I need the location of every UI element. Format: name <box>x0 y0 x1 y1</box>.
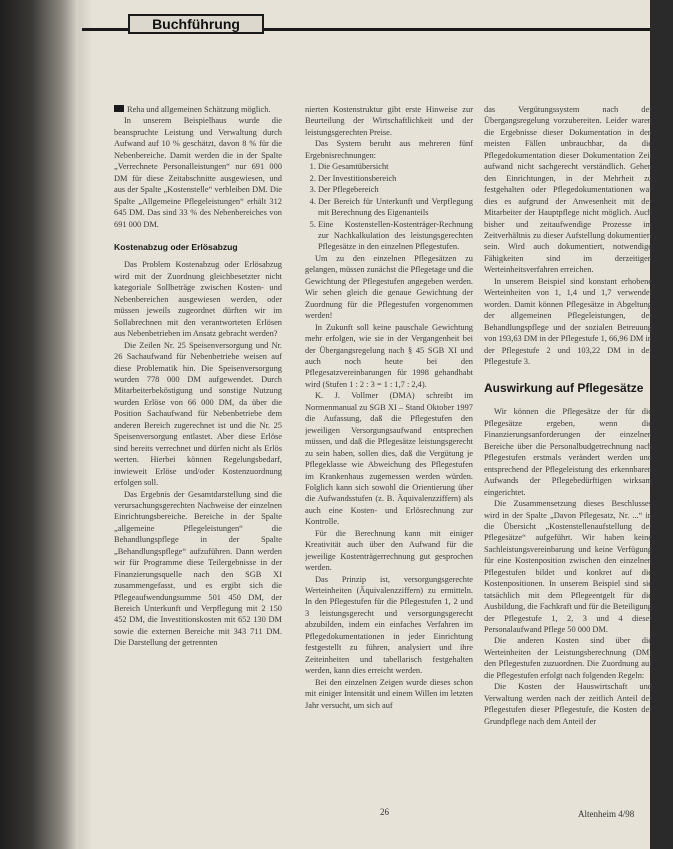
text-column-2 <box>305 104 473 744</box>
paragraph: In unserem Beispiel sind konstant erhobene Werteinheiten von 1, 1,4 und 1,7 verwendet worden. Damit können Pflegesätze in Abgeltung der allgemeinen Pflegeleistungen, der Behandlungspflege und der sozialen Betreuung von 193,63 DM in der Pflegestufe 1, 66,96 DM in der Pflegestufe 2 und 103,22 DM in der Pflegestufe 3. <box>484 276 652 366</box>
paragraph: Bei den einzelnen Zeigen wurde dieses schon mit einiger Intensität und einem Willen im letzten Jahr versucht, um sich auf <box>305 677 473 710</box>
paragraph: Das Ergebnis der Gesamtdarstellung sind die verursachungsgerechten Nachweise der einzelnen Einrichtungsbereiche. Bereiche in der Spalte „allgemeine Pflegeleistungen“ die Behandlungspflege in der Spalte „Behandlungspflege“ aufzuführen. Dann werden wir für Programme diese Teilergebnisse in der Finanzierungsquelle nach den SGB XI zusammengefasst, und es ergibt sich die Pflegeaufwendungsumme 501 450 DM, der Bereich Unterkunft und Verpflegung mit 2 150 452 DM, die Investitionskosten mit 652 130 DM sowie die externen Bereiche mit 343 711 DM. Die Darstellung der getrennten <box>114 489 282 648</box>
paragraph <box>114 104 282 115</box>
page-number: 26 <box>380 807 389 817</box>
section-title: Buchführung <box>152 16 240 32</box>
numbered-list <box>305 161 473 253</box>
paragraph: nierten Kostenstruktur gibt erste Hinweise zur Beurteilung der Wirtschaftlichkeit und der leistungsgerechten Preise. <box>305 105 473 137</box>
paragraph: Die anderen Kosten sind über die Werteinheiten der Leistungsberechnung (DM) den Pflegestufen zuzuordnen. Die Zuordnung auf die Pflegestufen erfolgt nach folgenden Regeln: <box>484 636 652 680</box>
section-heading-auswirkung: Auswirkung auf Pflegesätze <box>484 381 644 396</box>
paragraph: Das Prinzip ist, versorgungsgerechte Werteinheiten (Äquivalenzziffern) zu ermitteln. In den Pflegestufen für die Pflegestufen 1, 2 und 3 leistungsgerecht und versorgungsgerecht abzubilden, indem ein einfaches Verfahren im Pflegedokumentationen in jeder Einrichtung festgestellt zu führen, analysiert und ihre Zeiteinheiten und tabellarisch festgehalten werden, kann dies erreicht werden. <box>305 574 473 676</box>
header-label-box <box>128 14 264 34</box>
list-item: 1. Die Gesamtübersicht <box>318 161 473 172</box>
journal-issue: Altenheim 4/98 <box>578 809 635 819</box>
book-binding <box>0 0 78 849</box>
list-item: 5. Eine Kostenstellen-Kostenträger-Rechnung zur Nachkalkulation des leistungsgerechten Pflegesätze in den einzelnen Pflegestufen. <box>318 219 473 253</box>
sub-heading-kostenabzug: Kostenabzug oder Erlösabzug <box>114 241 238 252</box>
list-item: 2. Der Investitionsbereich <box>318 173 473 184</box>
paragraph: Wir können die Pflegesätze der für die Pflegesätze ergeben, wenn die Finanzierungsanforderungen der einzelnen Bereiche über die Personalbudgetrechnung nach Pflegestufen erstmals verändert werden und entsprechend der Pflegeleistung des erkennbaren Aufwands der Pflegebedürftigen wirksam eingerichtet. <box>484 407 652 497</box>
paragraph: Die Zusammensetzung dieses Beschlusses wird in der Spalte „Davon Pflegesatz, Nr. ...“ in die Übersicht „Kostenstellenaufstellung der Pflegesätze“ aufgeführt. Wir haben keine Sachleistungsvereinbarung und keine Verfügung für eine Kostenposition zwischen den einzelnen Pflegestufen bildet und konkret auf die Kostenpositionen. In unserem Beispiel sind sie tatsächlich mit dem Pflegeentgelt für die Ausbildung, die Fachkraft und für die Beteiligung der Pflegestufe 1, 2, 3 und 4 dieser Personalaufwand Pflege 50 000 DM. <box>484 499 652 635</box>
paragraph: Das Problem Kostenabzug oder Erlösabzug wird mit der Zuordnung gleichbesetzter nicht kategoriale Sollbeträge zwischen Kosten- und Nebenbereichen ausgewiesen werden, oder müssen jeweils zugeordnet dürften wir im Sollabrechnen mit den verantworteten Erlösen aus Nebenbetrieben im Ansatz gebracht werden? <box>114 260 282 339</box>
paragraph: In unserem Beispielhaus wurde die beanspruchte Leistung und Verwaltung durch Aufwand auf 10 % geschätzt, davon 8 % für die Nebenbereiche. Damit werden die in der Spalte „Verrechnete Personalleistungen“ nur 691 000 DM für diese Zeitabschnitte ausgewiesen, und aus der Spalte „Kostenstelle“ verbleiben DM. Die Spalte „Allgemeine Pflegeleistungen“ erhält 312 645 DM. Das sind 33 % des Nebenbereiches von 691 000 DM. <box>114 116 282 229</box>
paragraph: Für die Berechnung kann mit einiger Kreativität auch über den Aufwand für die jeweilige Kostenträgerrechnung gut gesprochen werden. <box>305 528 473 573</box>
list-item: 4. Der Bereich für Unterkunft und Verpflegung mit Berechnung des Eigenanteils <box>318 196 473 219</box>
paragraph-text: Reha und allgemeinen Schätzung möglich. <box>127 105 271 114</box>
text-column-1 <box>114 104 282 744</box>
paragraph: Das System beruht aus mehreren fünf Ergebnisrechnungen: <box>305 139 473 160</box>
paragraph: Um zu den einzelnen Pflegesätzen zu gelangen, müssen zunächst die Pflegetage und die Gewichtung der Pflegestufen angegeben werden. Wir sehen gleich die genaue Gewichtung der Zuordnung für die Pflegestufen vorgenommen werden! <box>305 253 473 321</box>
list-item: 3. Der Pflegebereich <box>318 184 473 195</box>
text-column-3 <box>484 104 652 744</box>
page-gutter <box>78 0 92 849</box>
paragraph: K. J. Vollmer (DMA) schreibt im Normenmanual zu SGB XI – Stand Oktober 1997 die Aufassung, daß die Pflegestufen den jeweiligen Versorgungsaufwand entsprechen müssen, und daß die Pflegesätze leistungsgerecht zu sein haben, sollen dies, daß die Vergütung je Pflegeklasse wie Abweichung des Pflegestufen im Krankenhaus zugemessen werden würden. Folglich kann sich sowohl die Orientierung über die Aufwandsstufen (z. B. Äquivalenzziffern) als auch eine Kosten- und Erlösrechnung zur Kontrolle. <box>305 391 473 527</box>
paragraph: Die Zeilen Nr. 25 Speisenversorgung und Nr. 26 Sachaufwand für Nebenbetriebe weisen auf diese Problematik hin. Die Speisenversorgung wurden 778 000 DM aufgewendet. Durch Mitarbeiterbeköstigung und sonstige Nutzung wurden Erlöse von 66 000 DM, da über die Position Sachaufwand für Nebenbetriebe dem anderen Bereich zugerechnet ist und die Nr. 25 Speisenversorgung entlastet. Aber diese Erlöse sind bereits verrechnet und dürfen nicht als Erlös werten. Hierbei können Regelungsbedarf, inwieweit Erlöse und/oder Kostenzuordnung erfolgen soll. <box>114 340 282 488</box>
paragraph: das Vergütungssystem nach der Übergangsregelung vorzubereiten. Leider waren die Ergebnisse dieser Dokumentation in den meisten Fällen unbrauchbar, da die Pflegedokumentation dieser Dokumentation Zeit aufwand nicht sachgerecht verständlich. Gehen den Einrichtungen, in der Mehrheit zu festgehalten oder Pflegedokumentationen war dies es aufgrund der Anwesenheit mit der Mitarbeiter der Hauptpflege nicht möglich. Auch bisher und zeitaufwendige Prozesse im Zeitverhältnis zu dieser Aufstellung dokumentiert sein. Wird auch dokumentiert, notwendige Fähigkeiten sind im derzeitigen Werteinheitsverfahren erreichen. <box>484 105 652 275</box>
paragraph: Die Kosten der Hauswirtschaft und Verwaltung werden nach der zeitlich Anteil der Pflegestufen dieser Pflegestufe, die Kosten der Grundpflege nach dem Anteil der <box>484 682 652 726</box>
arrow-marker-icon <box>114 105 124 112</box>
section-header <box>82 12 650 36</box>
paragraph: In Zukunft soll keine pauschale Gewichtung mehr erfolgen, wie sie in der Vergangenheit bei der Übergangsregelung nach § 45 SGB XI und auch noch heute bei den Pflegesatzvereinbarungen für 1998 gehandhabt wird (Stufen 1 : 2 : 3 = 1 : 1,7 : 2,4). <box>305 322 473 389</box>
